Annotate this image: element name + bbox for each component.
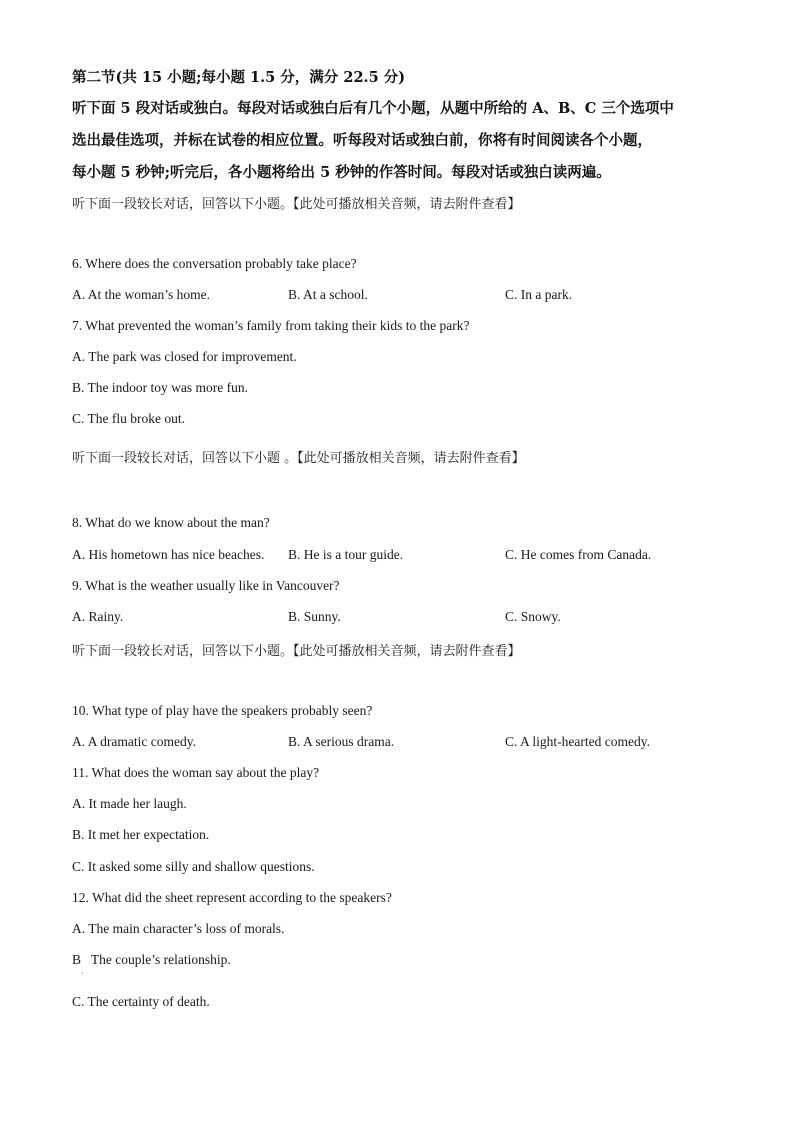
question-7-option-c[interactable]: C. The flu broke out. (72, 411, 185, 426)
question-7-option-a[interactable]: A. The park was closed for improvement. (72, 349, 297, 364)
question-10-stem: 10. What type of play have the speakers probably seen? (72, 703, 373, 718)
question-10-option-a[interactable]: A. A dramatic comedy. (72, 734, 196, 749)
question-12-option-a[interactable]: A. The main character’s loss of morals. (72, 921, 285, 936)
question-11-option-c[interactable]: C. It asked some silly and shallow questions. (72, 859, 315, 874)
question-9-option-b[interactable]: B. Sunny. (288, 609, 341, 624)
instruction-line-1: 听下面 5 段对话或独白。每段对话或独白后有几个小题，从题中所给的 A、B、C 三个选项中 (72, 100, 674, 117)
question-6-stem: 6. Where does the conversation probably take place? (72, 256, 357, 271)
question-9-stem: 9. What is the weather usually like in Vancouver? (72, 578, 340, 593)
question-12-option-c[interactable]: C. The certainty of death. (72, 994, 210, 1009)
question-8-option-c[interactable]: C. He comes from Canada. (505, 547, 652, 562)
question-10-option-c[interactable]: C. A light-hearted comedy. (505, 734, 650, 749)
question-11-stem: 11. What does the woman say about the play? (72, 765, 320, 780)
question-9-option-a[interactable]: A. Rainy. (72, 609, 124, 624)
instruction-line-3: 每小题 5 秒钟;听完后，各小题将给出 5 秒钟的作答时间。每段对话或独白读两遍。 (72, 164, 611, 181)
question-8-stem: 8. What do we know about the man? (72, 515, 270, 530)
question-9-option-c[interactable]: C. Snowy. (505, 609, 561, 624)
group-2-intro: 听下面一段较长对话，回答以下小题 。【此处可播放相关音频，请去附件查看】 (72, 451, 525, 466)
question-7-option-b[interactable]: B. The indoor toy was more fun. (72, 380, 248, 395)
question-11-option-b[interactable]: B. It met her expectation. (72, 827, 210, 842)
question-11-option-a[interactable]: A. It made her laugh. (72, 796, 187, 811)
question-6-option-a[interactable]: A. At the woman’s home. (72, 287, 210, 302)
group-3-intro: 听下面一段较长对话，回答以下小题。【此处可播放相关音频，请去附件查看】 (72, 644, 521, 659)
stray-mark: · (81, 969, 84, 978)
instruction-line-2: 选出最佳选项，并标在试卷的相应位置。听每段对话或独白前，你将有时间阅读各个小题， (72, 132, 652, 149)
question-10-option-b[interactable]: B. A serious drama. (288, 734, 395, 749)
question-7-stem: 7. What prevented the woman’s family from taking their kids to the park? (72, 318, 470, 333)
question-12-stem: 12. What did the sheet represent according to the speakers? (72, 890, 392, 905)
question-8-option-a[interactable]: A. His hometown has nice beaches. (72, 547, 265, 562)
group-1-intro: 听下面一段较长对话，回答以下小题。【此处可播放相关音频，请去附件查看】 (72, 197, 521, 212)
section-heading: 第二节(共 15 小题;每小题 1.5 分，满分 22.5 分) (72, 69, 406, 86)
question-6-option-b[interactable]: B. At a school. (288, 287, 368, 302)
question-8-option-b[interactable]: B. He is a tour guide. (288, 547, 404, 562)
question-12-option-b[interactable]: B The couple’s relationship. (72, 952, 231, 967)
question-6-option-c[interactable]: C. In a park. (505, 287, 573, 302)
